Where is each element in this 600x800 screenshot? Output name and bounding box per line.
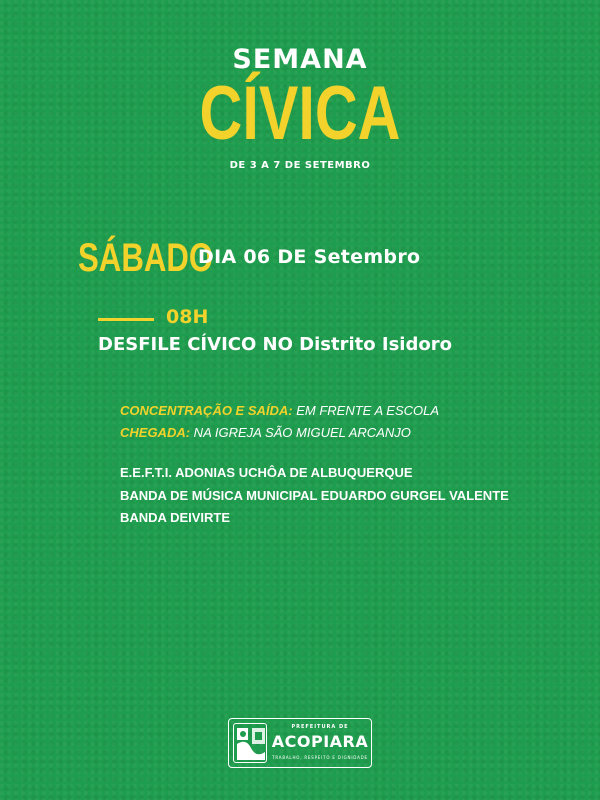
- time-divider-line: [98, 318, 154, 321]
- info-arrival: [120, 425, 411, 440]
- info-value: NA IGREJA SÃO MIGUEL ARCANJO: [190, 425, 411, 440]
- info-label: CONCENTRAÇÃO E SAÍDA:: [120, 403, 293, 418]
- day-date: DIA 06 DE Setembro: [198, 246, 421, 268]
- city-hall-logo: [228, 718, 372, 768]
- participant-item: BANDA DEIVIRTE: [120, 510, 231, 525]
- date-range: DE 3 A 7 DE SETEMBRO: [229, 160, 371, 171]
- title-semana: SEMANA: [232, 44, 368, 75]
- info-label: CHEGADA:: [120, 425, 191, 440]
- day-name: SÁBADO: [78, 236, 214, 280]
- logo-city-name: ACOPIARA: [271, 732, 369, 751]
- participant-item: E.E.F.T.I. ADONIAS UCHÔA DE ALBUQUERQUE: [120, 465, 413, 480]
- logo-slogan: TRABALHO, RESPEITO E DIGNIDADE: [272, 755, 368, 760]
- event-title: DESFILE CÍVICO NO Distrito Isidoro: [98, 334, 452, 355]
- city-emblem-icon: [233, 723, 267, 763]
- info-value: EM FRENTE A ESCOLA: [292, 403, 440, 418]
- event-time: 08H: [166, 306, 209, 328]
- logo-prefix: PREFEITURA DE: [291, 724, 349, 730]
- title-civica: CÍVICA: [199, 71, 401, 156]
- info-concentration: [120, 403, 439, 418]
- participant-item: BANDA DE MÚSICA MUNICIPAL EDUARDO GURGEL VALENTE: [120, 488, 509, 503]
